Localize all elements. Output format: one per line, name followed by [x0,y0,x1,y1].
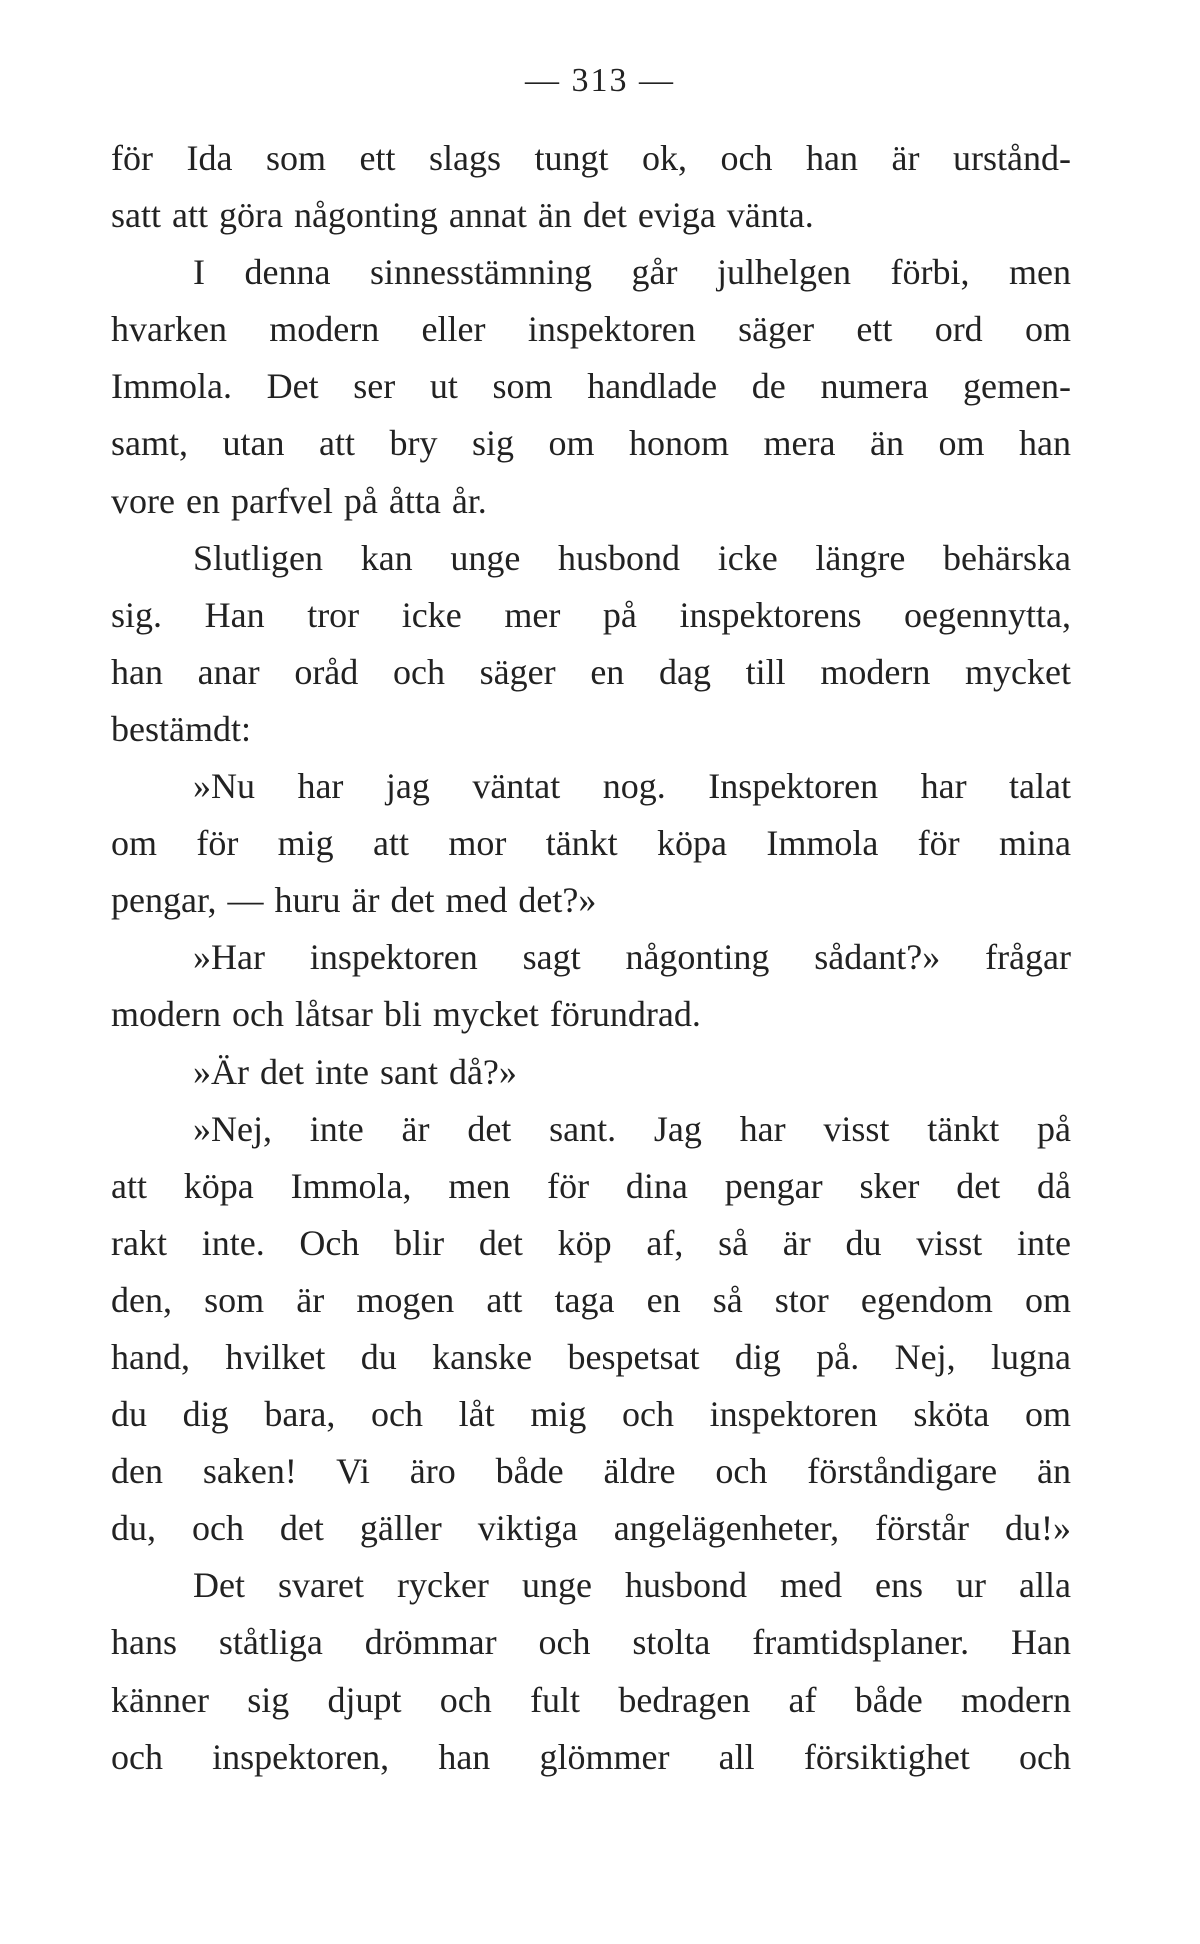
text-line: samt, utan att bry sig om honom mera än om han [111,423,1071,464]
text-line: för Ida som ett slags tungt ok, och han är urstånd- [111,138,1071,178]
text-line: vore en parfvel på åtta år. [111,480,487,521]
text-line: Det svaret rycker unge husbond med ens ur alla [193,1565,1071,1606]
text-line: du, och det gäller viktiga angelägenheter, förstår du!» [111,1508,1071,1549]
text-line: hvarken modern eller inspektoren säger ett ord om [111,309,1071,350]
text-line: »Nu har jag väntat nog. Inspektoren har talat [193,766,1071,807]
text-line: och inspektoren, han glömmer all försiktighet och [111,1736,1071,1777]
text-line: I denna sinnesstämning går julhelgen förbi, men [193,252,1071,293]
text-line: bestämdt: [111,708,251,749]
text-line: »Är det inte sant då?» [193,1051,517,1092]
text-line: hans ståtliga drömmar och stolta framtidsplaner. Han [111,1622,1071,1663]
text-line: om för mig att mor tänkt köpa Immola för mina [111,823,1071,864]
text-line: den, som är mogen att taga en så stor egendom om [111,1279,1071,1320]
text-line: hand, hvilket du kanske bespetsat dig på. Nej, lugna [111,1336,1071,1377]
text-line: pengar, — huru är det med det?» [111,880,597,921]
text-line: han anar oråd och säger en dag till modern mycket [111,651,1071,692]
text-line: »Har inspektoren sagt någonting sådant?» frågar [193,937,1071,978]
text-line: den saken! Vi äro både äldre och förståndigare än [111,1451,1071,1492]
text-line: sig. Han tror icke mer på inspektorens oegennytta, [111,594,1071,635]
text-line: att köpa Immola, men för dina pengar sker det då [111,1165,1071,1206]
text-line: »Nej, inte är det sant. Jag har visst tänkt på [193,1108,1071,1149]
text-line: rakt inte. Och blir det köp af, så är du visst inte [111,1222,1071,1263]
text-line: du dig bara, och låt mig och inspektoren sköta om [111,1394,1071,1435]
text-line: satt att göra någonting annat än det eviga vänta. [111,195,814,236]
text-line: modern och låtsar bli mycket förundrad. [111,994,701,1035]
page-number: — 313 — [525,62,675,99]
text-line: känner sig djupt och fult bedragen af både modern [111,1679,1071,1720]
body-text [111,130,1071,1786]
text-line: Immola. Det ser ut som handlade de numera gemen- [111,366,1071,407]
text-line: Slutligen kan unge husbond icke längre behärska [193,537,1071,578]
